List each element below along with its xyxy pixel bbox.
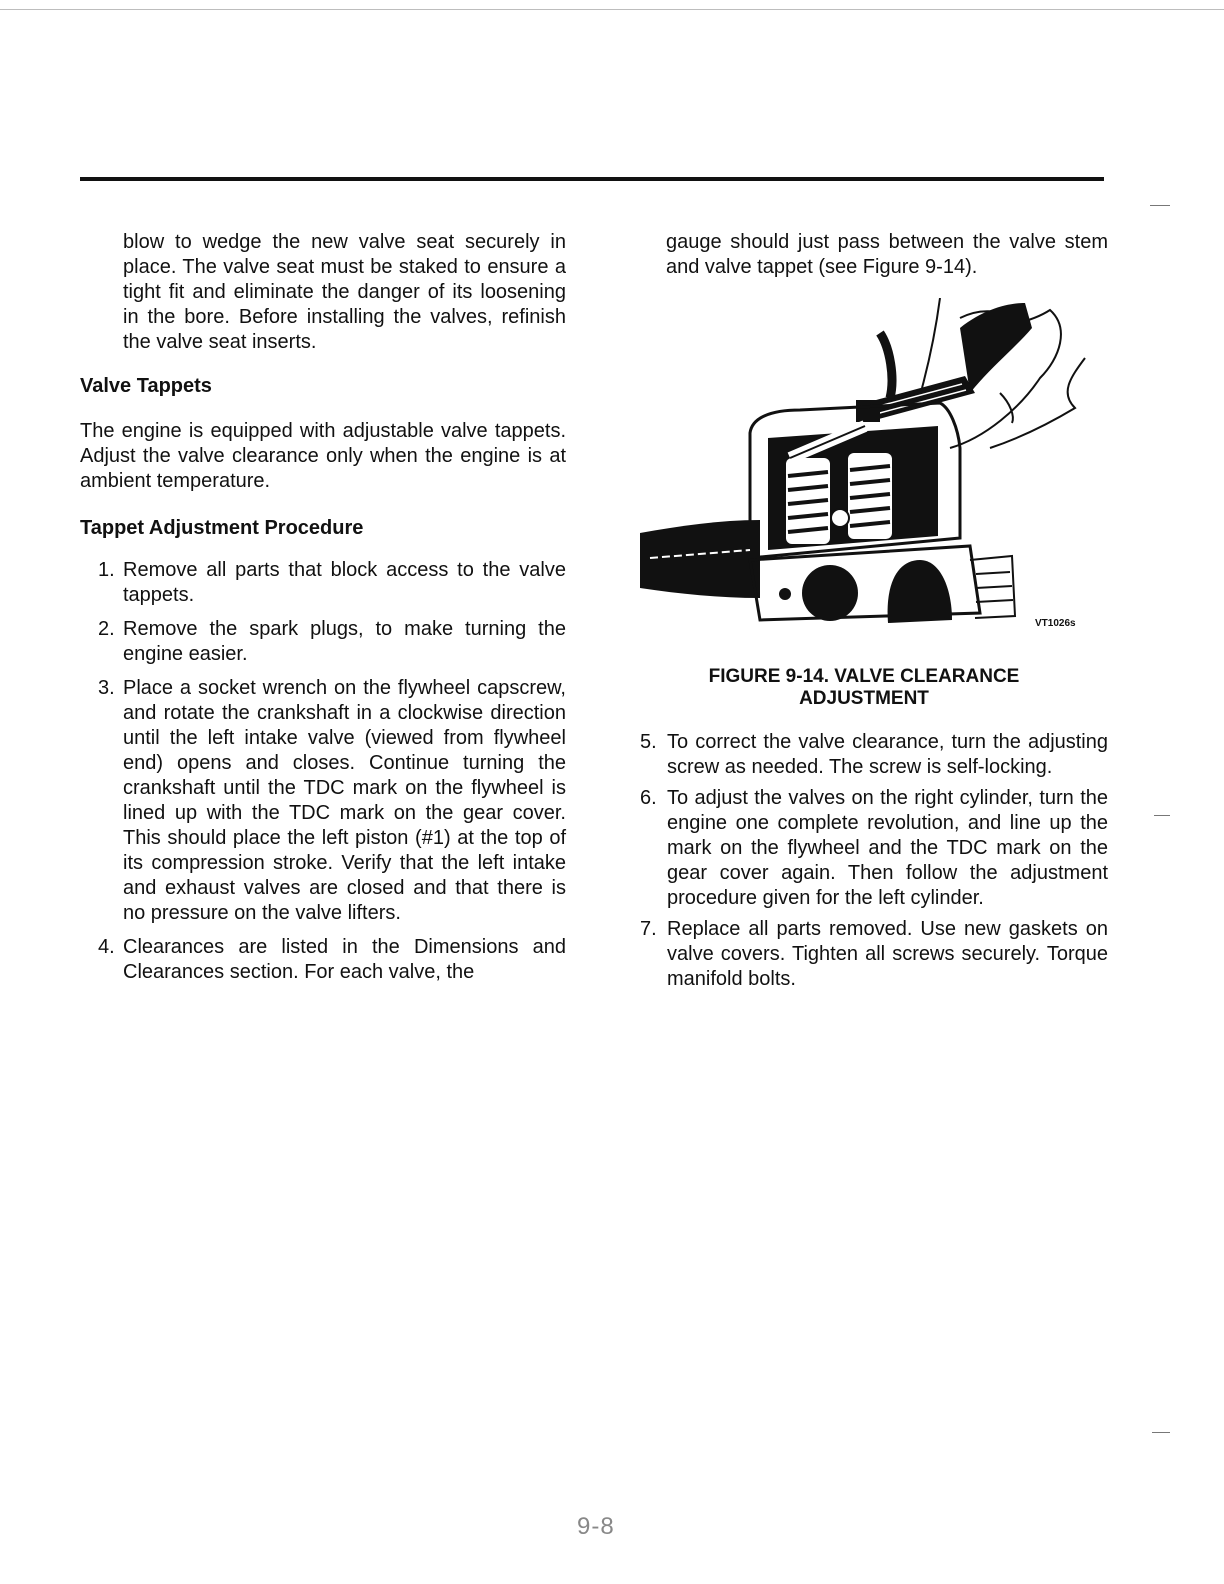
step-text: Place a socket wrench on the flywheel capscrew, and rotate the crankshaft in a clockwise direction until the left intake valve (viewed from flywheel end) opens and closes. Continue turning the crankshaft until the TDC mark on the flywheel is lined up with the TDC mark on the gear cover. This should place the left piston (#1) at the top of its compression stroke. Verify that the left intake and exhaust valves are closed and that there is no pressure on the valve lifters. [123,677,566,924]
step-number: 6. [640,787,657,809]
procedure-step [80,935,566,985]
valve-tappets-body: The engine is equipped with adjustable valve tappets. Adjust the valve clearance only when the engine is at ambient temperature. [80,420,566,492]
procedure-step [80,558,566,608]
valve-tappets-heading: Valve Tappets [80,375,212,397]
rocker-pivot [831,509,849,527]
step-number: 3. [98,677,115,699]
procedure-step [80,617,566,667]
procedure-step [640,786,1108,911]
scan-mark [1152,1432,1170,1433]
step-number: 2. [98,618,115,640]
top-scan-line [0,9,1224,10]
step-number: 1. [98,559,115,581]
intro-paragraph: blow to wedge the new valve seat securely in place. The valve seat must be staked to ensure a tight fit and eliminate the danger of its loosening in the bore. Before installing the valves, refinish the valve seat inserts. [123,231,566,353]
caption-line-2: ADJUSTMENT [799,688,929,709]
continuation-paragraph: gauge should just pass between the valve stem and valve tappet (see Figure 9-14). [666,231,1108,278]
step-number: 7. [640,918,657,940]
procedure-heading: Tappet Adjustment Procedure [80,517,364,539]
figure-tag: VT1026s [1035,618,1076,629]
scan-mark [1150,205,1170,206]
page-number: 9-8 [577,1513,615,1540]
procedure-step [640,917,1108,992]
caption-line-1: FIGURE 9-14. VALVE CLEARANCE [708,666,1020,687]
step-text: To adjust the valves on the right cylinder, turn the engine one complete revolution, and line up the mark on the flywheel and the TDC mark on the gear cover again. Then follow the adjustment procedure given for the left cylinder. [667,787,1108,909]
valve-clearance-figure [640,298,1108,643]
thumb-shading [960,303,1032,393]
step-text: Clearances are listed in the Dimensions and Clearances section. For each valve, the [123,936,566,983]
header-rule [80,177,1104,181]
right-column [640,230,1108,280]
step-number: 5. [640,731,657,753]
gauge-handle [880,333,892,398]
step-number: 4. [98,936,115,958]
feeler-gauge [856,376,975,422]
step-text: Remove the spark plugs, to make turning the engine easier. [123,618,566,665]
right-column-steps [640,730,1108,992]
step-text: To correct the valve clearance, turn the adjusting screw as needed. The screw is self-locking. [667,731,1108,778]
figure-caption [640,666,1088,710]
step-text: Remove all parts that block access to the valve tappets. [123,559,566,606]
procedure-step [80,676,566,926]
step-text: Replace all parts removed. Use new gaskets on valve covers. Tighten all screws securely. Torque manifold bolts. [667,918,1108,990]
procedure-step [640,730,1108,780]
scan-mark [1154,815,1170,816]
left-column [80,230,566,985]
